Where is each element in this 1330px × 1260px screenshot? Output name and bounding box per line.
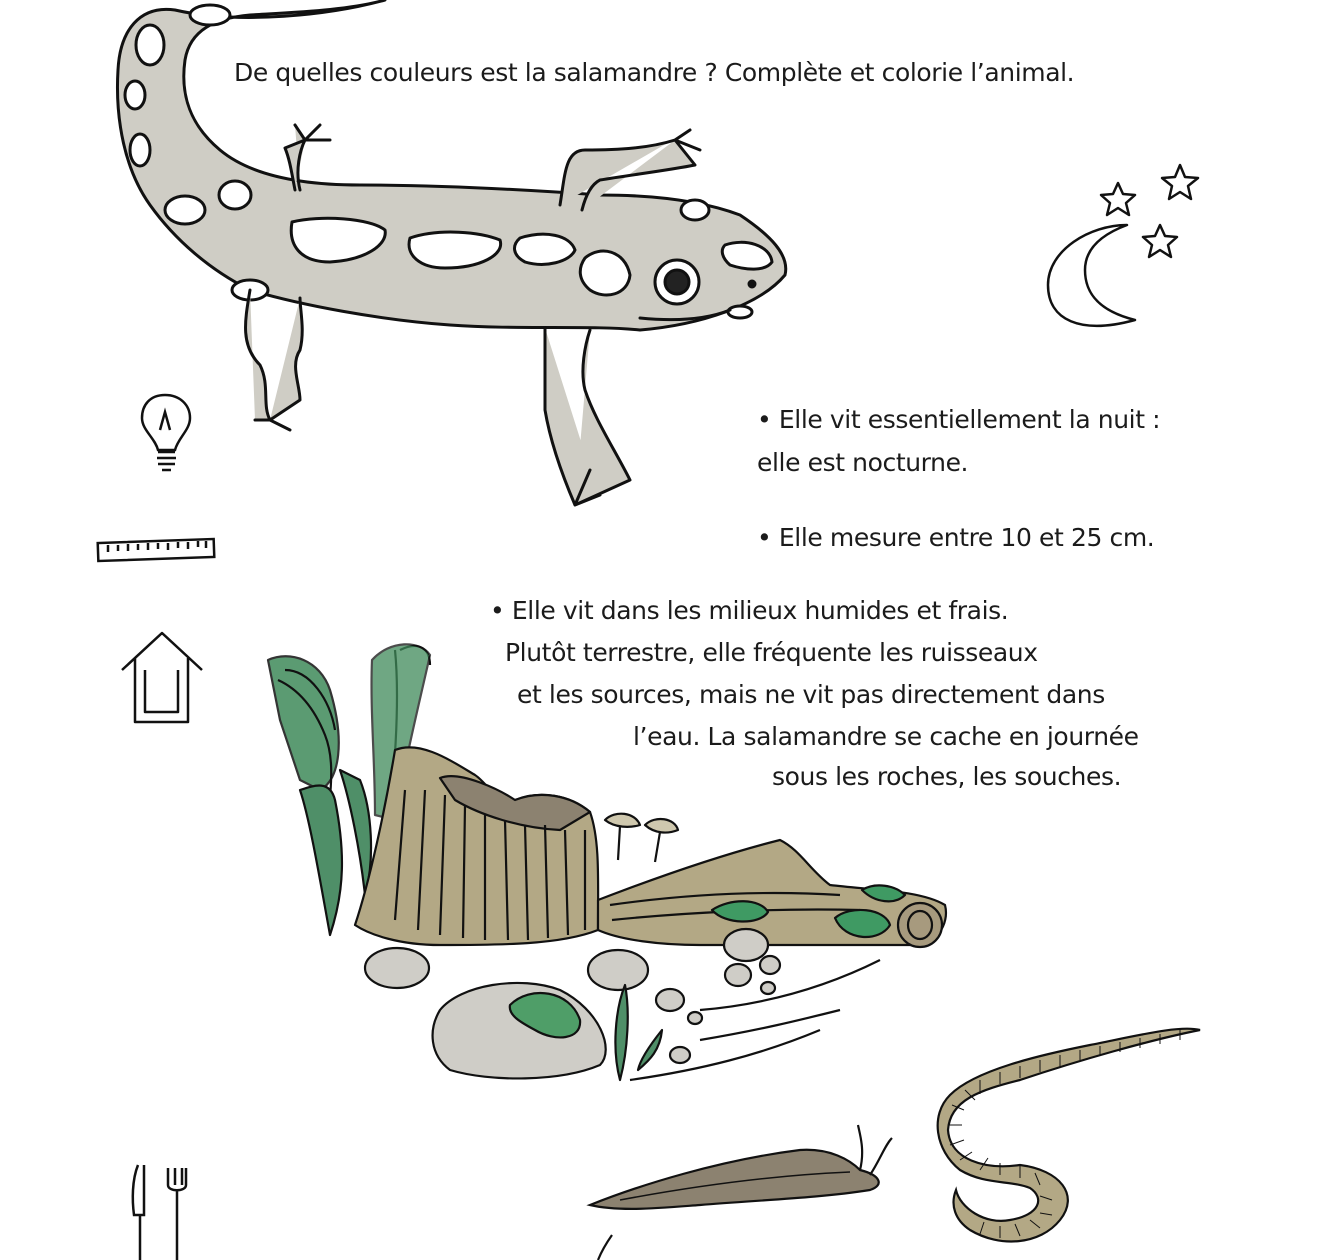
- fact-size: • Elle mesure entre 10 et 25 cm.: [757, 523, 1155, 552]
- ruler-icon: [98, 539, 215, 561]
- lightbulb-icon: [142, 395, 190, 470]
- house-icon: [122, 633, 202, 722]
- slug-drawing: [590, 1125, 892, 1260]
- fact-habitat-line-3: et les sources, mais ne vit pas directement dans: [517, 680, 1105, 709]
- fact-night-line-1: • Elle vit essentiellement la nuit :: [757, 405, 1161, 434]
- cutlery-icon: [133, 1165, 186, 1260]
- fact-habitat-line-2: Plutôt terrestre, elle fréquente les ruisseaux: [505, 638, 1038, 667]
- moon-stars-icon: [1048, 165, 1198, 326]
- earthworm-drawing: [938, 1029, 1200, 1242]
- fact-night: [757, 398, 1160, 484]
- fact-night-line-2: elle est nocturne.: [757, 448, 969, 477]
- fact-habitat-line-5: sous les roches, les souches.: [772, 762, 1122, 791]
- fact-habitat-line-4: l’eau. La salamandre se cache en journée: [633, 722, 1139, 751]
- question-title: De quelles couleurs est la salamandre ? Complète et colorie l’animal.: [234, 58, 1075, 87]
- fact-habitat-line-1: • Elle vit dans les milieux humides et frais.: [490, 596, 1009, 625]
